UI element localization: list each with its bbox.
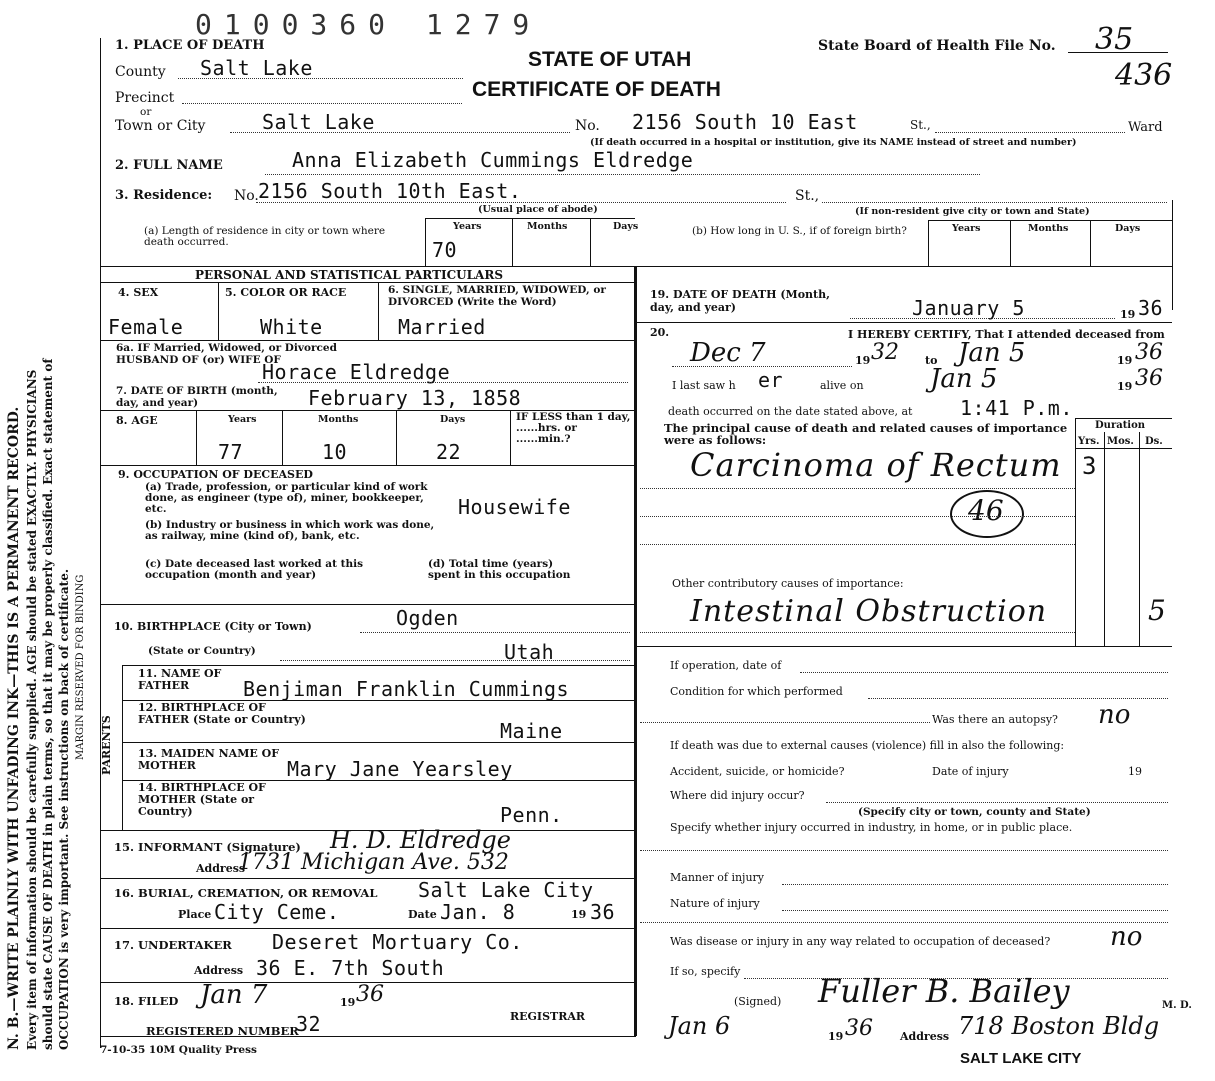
file-number: 35	[1095, 22, 1134, 57]
burial-place-label: Place	[178, 908, 212, 921]
other-cause-line	[640, 632, 1075, 633]
attended-from-year: 32	[871, 340, 899, 365]
age-years-label: Years	[228, 414, 257, 425]
age-row-line	[100, 465, 634, 466]
death-time: 1:41 P.m.	[960, 396, 1073, 420]
physician-address: 718 Boston Bldg	[958, 1012, 1160, 1040]
condition-label: Condition for which performed	[670, 685, 843, 698]
precinct-label: Precinct	[115, 90, 175, 106]
occupation-d-label: (d) Total time (years) spent in this occupation	[428, 558, 571, 581]
cause-line-1	[640, 488, 1075, 489]
related-label: Was disease or injury in any way related to occupation of deceased?	[670, 935, 1051, 948]
duration-years-label: Yrs.	[1078, 436, 1100, 447]
personal-heading: PERSONAL AND STATISTICAL PARTICULARS	[195, 268, 504, 282]
nature-line	[782, 910, 1168, 911]
file-number-secondary: 436	[1115, 58, 1173, 93]
father-value: Benjiman Franklin Cummings	[243, 677, 570, 701]
cause-code: 46	[968, 494, 1004, 527]
operation-line	[800, 672, 1168, 673]
foreign-birth-label: (b) How long in U. S., if of foreign birth?	[692, 225, 907, 237]
residence-years: 70	[432, 238, 458, 262]
mother-birthplace: Penn.	[500, 803, 563, 827]
registered-number-label: REGISTERED NUMBER	[146, 1024, 299, 1038]
age-days-label: Days	[440, 414, 466, 425]
specify-city-note: (Specify city or town, county and State)	[858, 806, 1091, 818]
filed-value: Jan 7	[200, 980, 268, 1010]
age-months-label: Months	[318, 414, 359, 425]
mother-label: 13. MAIDEN NAME OF MOTHER	[138, 747, 280, 772]
dob-value: February 13, 1858	[308, 386, 522, 410]
filed-year-prefix: 19	[340, 996, 356, 1009]
undertaker-address-label: Address	[194, 964, 244, 977]
cause-intro: The principal cause of death and related causes of importance were as follows:	[664, 421, 1068, 447]
primary-cause: Carcinoma of Rectum	[690, 446, 1062, 484]
dob-label: 7. DATE OF BIRTH (month, day, and year)	[116, 385, 278, 409]
file-number-line	[1068, 52, 1168, 53]
date-of-death-row-line	[634, 322, 1172, 323]
residence-box-v1	[425, 218, 426, 266]
filed-label: 18. FILED	[114, 994, 179, 1008]
alive-on-label: alive on	[820, 379, 864, 392]
birthplace-label: 10. BIRTHPLACE (City or Town)	[114, 620, 312, 633]
burial-place: City Ceme.	[214, 900, 340, 924]
certify-number: 20.	[650, 326, 670, 339]
residence-months-label: Months	[527, 221, 568, 232]
age-less-label: IF LESS than 1 day, ......hrs. or ......min.?	[516, 411, 631, 445]
physician-address-label: Address	[900, 1030, 950, 1043]
foreign-days-label: Days	[1115, 223, 1141, 234]
other-cause: Intestinal Obstruction	[690, 594, 1048, 629]
last-saw-label: I last saw h	[672, 379, 736, 392]
frame-left	[100, 38, 101, 1048]
father-birthplace: Maine	[500, 719, 563, 743]
registered-number: 32	[296, 1012, 322, 1036]
filed-year: 36	[356, 982, 384, 1007]
husband-line	[258, 382, 628, 383]
condition-line	[868, 698, 1168, 699]
registrar-label: REGISTRAR	[510, 1010, 586, 1023]
precinct-line	[182, 103, 462, 104]
md-label: M. D.	[1162, 1000, 1192, 1011]
residence-value: 2156 South 10th East.	[258, 179, 522, 203]
where-injury-line	[826, 802, 1168, 803]
serial-number: 0100360 1279	[195, 8, 542, 41]
burial-label: 16. BURIAL, CREMATION, OR REMOVAL	[114, 886, 378, 900]
burial-year-prefix: 19	[571, 908, 587, 921]
father-birthplace-line	[122, 742, 634, 743]
duration-v1	[1075, 418, 1076, 646]
husband-label: 6a. IF Married, Widowed, or Divorced HUSBAND OF (or) WIFE OF	[116, 342, 337, 366]
attended-to-label: to	[925, 354, 938, 367]
color-divider	[378, 282, 379, 340]
town-line	[230, 132, 570, 133]
related-value: no	[1110, 922, 1143, 952]
date-of-death-year-prefix: 19	[1120, 308, 1136, 321]
marital-value: Married	[398, 315, 486, 339]
occurred-label: death occurred on the date stated above, at	[668, 405, 913, 418]
attended-to-year-prefix: 19	[1117, 354, 1133, 367]
nonresident-note: (If non-resident give city or town and State)	[855, 206, 1090, 217]
color-value: White	[260, 315, 323, 339]
father-label: 11. NAME OF FATHER	[138, 667, 222, 692]
birthplace-city-line	[360, 632, 630, 633]
residence-label: 3. Residence:	[115, 188, 213, 203]
external-causes-label: If death was due to external causes (violence) fill in also the following:	[670, 739, 1065, 752]
burial-row-line	[100, 928, 634, 929]
autopsy-label: Was there an autopsy?	[932, 713, 1058, 726]
certificate-title: CERTIFICATE OF DEATH	[472, 78, 721, 101]
margin-binding-note: MARGIN RESERVED FOR BINDING	[75, 574, 86, 760]
residence-line	[256, 202, 786, 203]
margin-note-information: Every item of information should be carefully supplied. AGE should be stated EXACTLY. PHYSICIANS	[25, 369, 39, 1050]
date-of-death-year: 36	[1138, 296, 1164, 320]
sex-divider	[218, 282, 219, 340]
county-label: County	[115, 64, 166, 80]
foreign-box-top	[928, 220, 1172, 221]
occupation-c-label: (c) Date deceased last worked at this occupation (month and year)	[145, 558, 363, 581]
duration-label: Duration	[1095, 420, 1146, 431]
husband-value: Horace Eldredge	[262, 360, 451, 384]
attended-to: Jan 5	[958, 338, 1026, 368]
birthplace-state-label: (State or Country)	[148, 645, 256, 657]
sex-label: 4. SEX	[118, 286, 159, 299]
marital-row-line	[100, 340, 634, 341]
parents-label: PARENTS	[100, 715, 113, 775]
residence-days-label: Days	[613, 221, 639, 232]
margin-note-occupation: OCCUPATION is very important. See instructions on back of certificate.	[57, 568, 71, 1050]
duration-months-label: Mos.	[1107, 436, 1134, 447]
town-value: Salt Lake	[262, 110, 375, 134]
age-v3	[396, 410, 397, 465]
specify-injury-label: Specify whether injury occurred in industry, in home, or in public place.	[670, 821, 1073, 834]
duration-top-line	[1075, 418, 1172, 419]
mother-birthplace-label: 14. BIRTHPLACE OF MOTHER (State or Country)	[138, 781, 266, 818]
undertaker-address: 36 E. 7th South	[256, 956, 445, 980]
marital-label: 6. SINGLE, MARRIED, WIDOWED, or DIVORCED (Write the Word)	[388, 284, 606, 308]
cause-line-3	[640, 544, 1075, 545]
attended-from-year-prefix: 19	[855, 354, 871, 367]
duration-days-label: Ds.	[1145, 436, 1163, 447]
residence-box-top	[425, 218, 635, 219]
specify-injury-line	[640, 850, 1168, 851]
alive-on-year-prefix: 19	[1117, 380, 1133, 393]
alive-on-year: 36	[1135, 366, 1163, 391]
attended-from: Dec 7	[690, 338, 766, 368]
signed-label: (Signed)	[734, 995, 782, 1008]
undertaker-value: Deseret Mortuary Co.	[272, 930, 523, 954]
parents-left-line	[122, 665, 123, 830]
hospital-note: (If death occurred in a hospital or institution, give its NAME instead of street and number)	[590, 137, 1077, 148]
signed-date: Jan 6	[668, 1012, 731, 1040]
duration-v2	[1104, 432, 1105, 646]
informant-signature: H. D. Eldredge	[330, 826, 511, 854]
accident-label: Accident, suicide, or homicide?	[670, 765, 845, 778]
certify-text: I HEREBY CERTIFY, That I attended deceased from	[848, 328, 1165, 341]
duration-header-line	[1075, 448, 1172, 449]
frame-right-top	[1172, 200, 1173, 310]
full-name-line	[265, 174, 980, 175]
age-days: 22	[436, 440, 462, 464]
state-title: STATE OF UTAH	[528, 48, 692, 71]
parents-top-line	[122, 665, 634, 666]
cause-line-2	[640, 516, 1075, 517]
last-saw-suffix: er	[758, 368, 784, 392]
operation-label: If operation, date of	[670, 659, 782, 672]
occupation-b-label: (b) Industry or business in which work was done, as railway, mine (kind of), bank, etc.	[145, 519, 435, 542]
where-injury-label: Where did injury occur?	[670, 789, 805, 802]
primary-cause-years: 3	[1082, 452, 1097, 480]
color-label: 5. COLOR OR RACE	[225, 286, 347, 299]
length-residence-label: (a) Length of residence in city or town where death occurred.	[144, 225, 386, 248]
other-causes-label: Other contributory causes of importance:	[672, 577, 904, 590]
or-label: or	[140, 106, 152, 118]
nature-line-2	[640, 922, 1168, 923]
column-divider	[634, 266, 637, 1036]
foreign-months-label: Months	[1028, 223, 1069, 234]
margin-note-ink: N. B.—WRITE PLAINLY WITH UNFADING INK—THIS IS A PERMANENT RECORD.	[6, 406, 22, 1050]
personal-heading-line	[100, 282, 634, 283]
residence-years-label: Years	[453, 221, 482, 232]
signed-year-prefix: 19	[828, 1030, 844, 1043]
signed-year: 36	[845, 1016, 873, 1041]
sex-value: Female	[108, 315, 184, 339]
injury-year-prefix: 19	[1128, 765, 1142, 778]
birthplace-state: Utah	[504, 640, 555, 664]
injury-date-label: Date of injury	[932, 765, 1009, 778]
date-of-death-line	[850, 318, 1115, 319]
other-cause-days: 5	[1148, 594, 1166, 627]
age-years: 77	[218, 440, 244, 464]
burial-year: 36	[590, 900, 616, 924]
abode-note: (Usual place of abode)	[478, 204, 598, 215]
city-stamp: SALT LAKE CITY	[960, 1050, 1082, 1067]
residence-box-v2	[512, 218, 513, 266]
county-line	[178, 78, 463, 79]
street-st-label: St.,	[910, 118, 931, 132]
print-footer: 7-10-35 10M Quality Press	[100, 1044, 257, 1056]
undertaker-label: 17. UNDERTAKER	[114, 938, 232, 952]
age-v4	[510, 410, 511, 465]
age-months: 10	[322, 440, 348, 464]
birthplace-city: Ogden	[396, 606, 459, 630]
age-label: 8. AGE	[116, 414, 158, 427]
physician-signature: Fuller B. Bailey	[818, 972, 1070, 1010]
residence-st-label: St.,	[795, 188, 820, 204]
burial-date: Jan. 8	[440, 900, 516, 924]
foreign-box-v3	[1090, 220, 1091, 266]
informant-label: 15. INFORMANT (Signature)	[114, 840, 301, 854]
alive-on: Jan 5	[930, 364, 998, 394]
autopsy-line	[640, 722, 930, 723]
occupation-label: 9. OCCUPATION OF DECEASED	[118, 468, 313, 481]
foreign-box-v1	[928, 220, 929, 266]
place-of-death-label: 1. PLACE OF DEATH	[115, 38, 265, 53]
death-address: 2156 South 10 East	[632, 110, 858, 134]
attended-from-line	[672, 366, 852, 367]
burial-value: Salt Lake City	[418, 878, 594, 902]
occupation-a-label: (a) Trade, profession, or particular kind of work done, as engineer (type of), miner, bookkeeper, etc.	[145, 481, 428, 515]
cause-section-bottom	[634, 646, 1172, 647]
age-v2	[282, 410, 283, 465]
manner-line	[782, 884, 1168, 885]
date-of-death-label: 19. DATE OF DEATH (Month, day, and year)	[650, 288, 830, 314]
ward-label: Ward	[1128, 120, 1163, 135]
full-name-value: Anna Elizabeth Cummings Eldredge	[292, 148, 694, 172]
attended-to-year: 36	[1135, 340, 1163, 365]
informant-address: 1731 Michigan Ave. 532	[238, 850, 509, 875]
autopsy-value: no	[1098, 700, 1131, 730]
nature-label: Nature of injury	[670, 897, 760, 910]
duration-v3	[1139, 432, 1140, 646]
date-of-death: January 5	[912, 296, 1025, 320]
foreign-years-label: Years	[952, 223, 981, 234]
if-so-label: If so, specify	[670, 965, 741, 978]
street-no-label: No.	[575, 118, 600, 134]
informant-address-label: Address	[196, 862, 246, 875]
burial-date-label: Date	[408, 908, 437, 921]
mother-value: Mary Jane Yearsley	[287, 757, 513, 781]
birthplace-state-line	[280, 660, 630, 661]
street-line	[935, 132, 1125, 133]
county-value: Salt Lake	[200, 56, 313, 80]
occupation-row-line	[100, 604, 634, 605]
father-birthplace-label: 12. BIRTHPLACE OF FATHER (State or Country)	[138, 701, 306, 726]
manner-label: Manner of injury	[670, 871, 765, 884]
town-label: Town or City	[115, 118, 206, 134]
residence-st-line	[822, 202, 1167, 203]
foreign-box-v2	[1010, 220, 1011, 266]
full-name-label: 2. FULL NAME	[115, 158, 223, 173]
residence-no-label: No.	[234, 188, 259, 204]
occupation-value: Housewife	[458, 495, 571, 519]
age-v1	[196, 410, 197, 465]
margin-note-cause: should state CAUSE OF DEATH in plain terms, so that it may be properly classified. Exact statement of	[41, 358, 55, 1050]
file-number-label: State Board of Health File No.	[818, 38, 1056, 54]
residence-box-v3	[590, 218, 591, 266]
